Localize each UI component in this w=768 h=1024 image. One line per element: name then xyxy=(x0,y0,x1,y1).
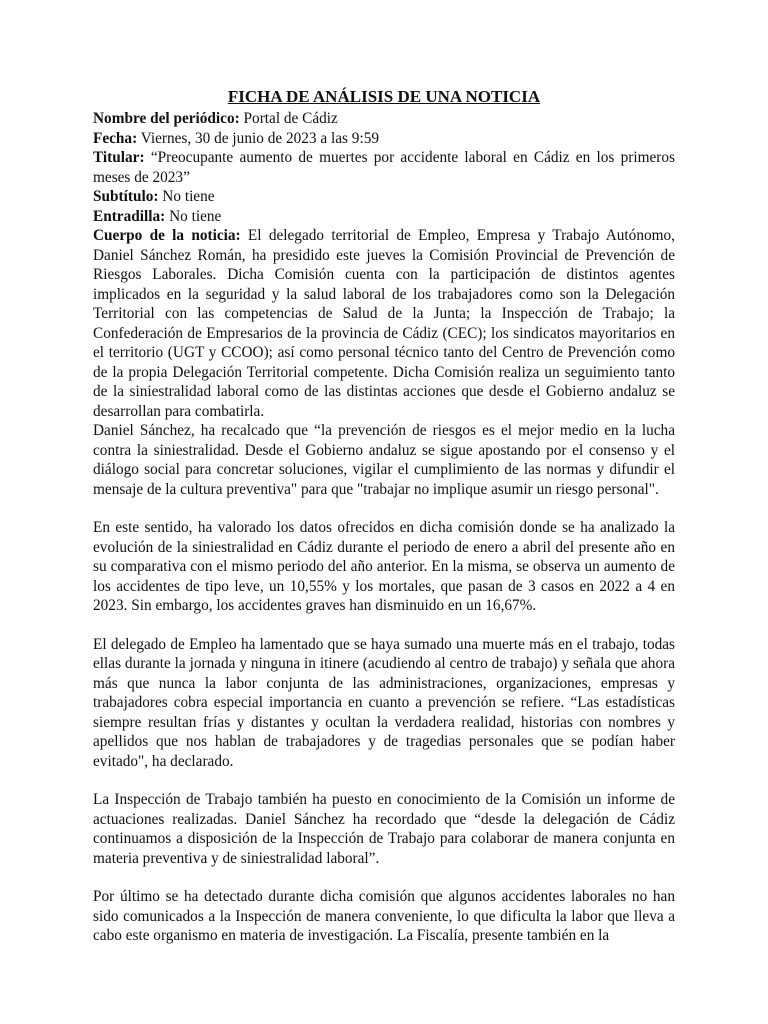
paragraph-delegate-statement: El delegado de Empleo ha lamentado que se haya sumado una muerte más en el trabajo, todas ellas durante la jornada y ninguna in itinere (acudiendo al centro de trabajo) y señala que ahora más que nunca la labor conjunta de las administraciones, organizaciones, empresas y trabajadores cobra especial importancia en cuanto a prevención se refiere. “Las estadísticas siempre resultan frías y distantes y ocultan la verdadera realidad, historias con nombres y apellidos que nos hablan de trabajadores y de tragedias personales que se podían haber evitado", ha declarado. xyxy=(93,635,675,770)
field-value: No tiene xyxy=(165,207,222,225)
field-label: Subtítulo: xyxy=(93,188,159,205)
field-label: Nombre del periódico: xyxy=(93,110,240,127)
field-value: “Preocupante aumento de muertes por accidente laboral en Cádiz en los primeros meses de 2023” xyxy=(93,149,675,186)
paragraph-quote-prevention: Daniel Sánchez, ha recalcado que “la prevención de riesgos es el mejor medio en la lucha contra la siniestralidad. Desde el Gobierno andaluz se sigue apostando por el consenso y el diálogo social para concretar soluciones, vigilar el cumplimiento de las normas y difundir el mensaje de la cultura preventiva" para que "trabajar no implique asumir un riesgo personal". xyxy=(93,422,675,498)
field-value: No tiene xyxy=(158,188,215,205)
paragraph-labour-inspection: La Inspección de Trabajo también ha puesto en conocimiento de la Comisión un informe de actuaciones realizadas. Daniel Sánchez ha recordado que “desde la delegación de Cádiz continuamos a disposición de la Inspección de Trabajo para colaborar de manera conjunta en materia preventiva y de siniestralidad laboral”. xyxy=(93,791,675,867)
field-label: Titular: xyxy=(93,149,145,166)
field-date xyxy=(93,129,675,149)
body-text: El delegado territorial de Empleo, Empresa y Trabajo Autónomo, Daniel Sánchez Román, ha presidido este jueves la Comisión Provincial de Prevención de Riesgos Laborales. Dicha Comisión cuenta con la participación de distintos agentes implicados en la seguridad y la salud laboral de los trabajadores como son la Delegación Territorial con las competencias de Salud de la Junta; la Inspección de Trabajo; la Confederación de Empresarios de la provincia de Cádiz (CEC); los sindicatos mayoritarios en el territorio (UGT y CCOO); así como personal técnico tanto del Centro de Prevención como de la propia Delegación Territorial competente. Dicha Comisión realiza un seguimiento tanto de la siniestralidad laboral como de las distintas acciones que desde el Gobierno andaluz se desarrollan para combatirla. xyxy=(93,227,675,420)
paragraph-statistics: En este sentido, ha valorado los datos ofrecidos en dicha comisión donde se ha analizado la evolución de la siniestralidad en Cádiz durante el periodo de enero a abril del presente año en su comparativa con el mismo periodo del año anterior. En la misma, se observa un aumento de los accidentes de tipo leve, un 10,55% y los mortales, que pasan de 3 casos en 2022 a 4 en 2023. Sin embargo, los accidentes graves han disminuido en un 16,67%. xyxy=(93,519,675,614)
field-value: Viernes, 30 de junio de 2023 a las 9:59 xyxy=(137,129,379,147)
field-label: Entradilla: xyxy=(93,207,166,225)
field-headline xyxy=(93,148,675,187)
news-body-intro xyxy=(93,226,675,421)
paragraph-unreported-accidents: Por último se ha detectado durante dicha comisión que algunos accidentes laborales no han sido comunicados a la Inspección de manera conveniente, lo que dificulta la labor que lleva a cabo este organismo en materia de investigación. La Fiscalía, presente también en la xyxy=(93,888,675,944)
field-newspaper-name xyxy=(93,109,675,129)
field-lead xyxy=(93,207,675,227)
field-subtitle xyxy=(93,187,675,207)
field-label: Fecha: xyxy=(93,129,138,147)
document-title: FICHA DE ANÁLISIS DE UNA NOTICIA xyxy=(227,87,541,106)
body-label: Cuerpo de la noticia: xyxy=(93,227,241,244)
field-value: Portal de Cádiz xyxy=(239,110,338,127)
